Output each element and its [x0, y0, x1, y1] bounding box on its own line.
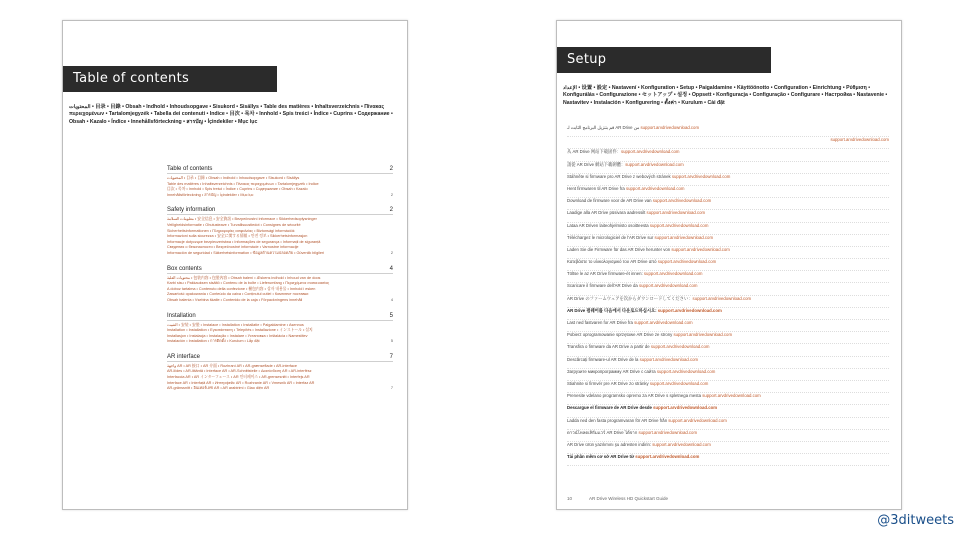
- toc-entry-text: AR-gränssnitt • อินเทอร์เฟซ AR • AR arabirimi • Giao diện AR: [167, 386, 270, 391]
- section-banner: [63, 66, 277, 92]
- support-link[interactable]: support.arvdrivedownload.com: [634, 320, 693, 325]
- support-link[interactable]: support.arvdrivedownload.com: [652, 198, 712, 204]
- page-footer: [567, 496, 668, 501]
- toc-section: [167, 313, 393, 345]
- toc-entry-text: Interfaccia AR • AR インターフェース • AR 인터페이스 • AR-grensesnitt • Interfejs AR: [167, 375, 310, 380]
- toc-entry-text: A doboz tartalma • Contenuto della confezione • 梱包内容 • 상자 내용물 • Innhold i esken: [167, 286, 316, 291]
- setup-line: [567, 283, 889, 295]
- setup-line: [567, 405, 889, 417]
- setup-line: [567, 418, 889, 430]
- setup-line-text: Download de firmware voor de AR Drive van: [567, 198, 653, 204]
- setup-line: [567, 259, 889, 271]
- setup-line: [567, 271, 889, 283]
- support-link[interactable]: support.arvdrivedownload.com: [654, 234, 714, 240]
- setup-line: [567, 198, 889, 210]
- setup-line-text: Lataa AR Driven laiteohjelmisto osoitteesta: [567, 222, 650, 228]
- setup-line: [567, 174, 889, 186]
- toc-heading: [167, 166, 393, 174]
- setup-line-text: 請從 AR Drive 網站下載韌體：: [567, 161, 626, 167]
- toc-entry-text: المحتويات • 目录 • 目錄 • Obsah • Indhold • Inhoudsopgave • Sisukord • Sisällys: [167, 176, 300, 180]
- support-link[interactable]: support.arvdrivedownload.com: [657, 307, 722, 313]
- toc-entry-text: واجهة AR • AR 接口 • AR 介面 • Rozhraní AR • AR-grænseflade • AR-interface: [167, 363, 298, 368]
- support-link[interactable]: support.arvdrivedownload.com: [668, 417, 727, 423]
- toc-heading-page: 4: [389, 265, 393, 272]
- toc-entry-text: Installation • Installation • Εγκατάσταση • Telepítés • Installazione • インストール • 설치: [167, 328, 313, 333]
- setup-line-text: Prenesite vdelano programsko opremo za AR Drive s spletnega mesta: [567, 393, 703, 399]
- toc-entry-text: Karbi sisu • Pakkauksen sisältö • Contenu de la boîte • Lieferumfang • Περιεχόμενα συσκευασίας: [167, 281, 330, 286]
- support-link[interactable]: support.arvdrivedownload.com: [656, 368, 716, 374]
- toc-section: [167, 266, 393, 304]
- support-link[interactable]: support.arvdrivedownload.com: [671, 173, 731, 179]
- setup-line-text: Descărcați firmware-ul AR Drive de la: [567, 356, 640, 362]
- support-link[interactable]: support.arvdrivedownload.com: [643, 271, 703, 277]
- toc-heading-title: Table of contents: [167, 166, 213, 172]
- toc-section: [167, 354, 393, 392]
- toc-entry-text: Table des matières • Inhaltsverzeichnis • Πίνακας περιεχομένων • Tartalomjegyzék • Indice: [167, 181, 319, 186]
- toc-heading-title: AR interface: [167, 353, 201, 360]
- banner-title: Table of contents: [73, 71, 190, 86]
- setup-line-text: ดาวน์โหลดเฟิร์มแวร์ AR Drive ได้จาก: [567, 429, 639, 435]
- intro-text: الإعداد • 设置 • 設定 • Nastavení • Konfiguration • Setup • Paigaldamine • Käyttöönotto • Configuration • Einrichtung • Ρύθμιση • Konfigurálás • Configurazione • セットアップ • 설정 • Oppsett • Konfiguracja • Configuração • Configurare • Настройка • Nastavenie • Nastavitev • Instalación • Konfigurering • ตั้งค่า • Kurulum • Cài đặt: [563, 85, 888, 106]
- toc-entry-page: 2: [390, 250, 393, 255]
- toc-entry-text: Interface AR • Interfață AR • Интерфейс AR • Rozhranie AR • Vmesnik AR • Interfaz AR: [167, 380, 315, 385]
- support-link[interactable]: support.arvdrivedownload.com: [653, 405, 718, 411]
- toc-entry-page: 5: [390, 339, 393, 344]
- toc-heading-page: 2: [389, 207, 393, 214]
- support-link[interactable]: support.arvdrivedownload.com: [638, 283, 698, 289]
- support-link[interactable]: support.arvdrivedownload.com: [635, 454, 700, 460]
- setup-line-text: Tải phần mềm cơ sở AR Drive từ: [567, 454, 636, 460]
- support-link[interactable]: support.arvdrivedownload.com: [638, 429, 698, 435]
- support-link[interactable]: support.arvdrivedownload.com: [692, 295, 752, 301]
- setup-line-text: AR Drive 펌웨어를 다음에서 다운로드하십시오:: [567, 307, 658, 313]
- toc-entry-text: Installasjon • Instalacja • Instalação • Instalare • Установка • Inštalácia • Namestitev: [167, 333, 308, 338]
- toc-entry: [167, 251, 393, 257]
- toc-heading: [167, 266, 393, 274]
- toc-heading-title: Installation: [167, 312, 196, 319]
- setup-line-text: Pobierz oprogramowanie sprzętowe AR Drive ze strony: [567, 332, 674, 338]
- toc-heading-title: Safety information: [167, 207, 216, 214]
- toc-entry: [167, 193, 393, 199]
- table-of-contents: [167, 166, 393, 401]
- support-link[interactable]: support.arvdrivedownload.com: [673, 332, 733, 338]
- setup-line: [567, 308, 889, 320]
- support-link[interactable]: support.arvdrivedownload.com: [652, 441, 711, 447]
- document-page-right: [556, 20, 902, 510]
- setup-line-text: 从 AR Drive 网站下载固件：: [567, 149, 621, 155]
- setup-line: [567, 137, 889, 149]
- setup-line: [567, 369, 889, 381]
- setup-line-text: Téléchargez le micrologiciel de l'AR Drive sur: [567, 234, 655, 240]
- setup-line: [567, 454, 889, 466]
- setup-line: [567, 332, 889, 344]
- support-link[interactable]: support.arvdrivedownload.com: [650, 344, 710, 350]
- toc-entry-page: 4: [390, 297, 393, 302]
- toc-entry-text: Veiligheidsinformatie • Ohutusteave • Turvallisuustiedot • Consignes de sécurité: [167, 222, 301, 227]
- toc-entry-text: Сведения о безопасности • Bezpečnostné informácie • Varnostne informacije: [167, 245, 299, 250]
- setup-line: [567, 296, 889, 308]
- setup-line-text: Descargue el firmware de AR Drive desde: [567, 405, 654, 411]
- toc-entry-text: Obsah balenia • Vsebina škatle • Contenido de la caja • Förpackningens innehåll: [167, 297, 303, 302]
- support-link[interactable]: support.arvdrivedownload.com: [657, 259, 717, 265]
- toc-entry-text: معلومات السلامة • 安全信息 • 安全資訊 • Bezpečnostní informace • Sikkerhedsoplysninger: [167, 217, 317, 222]
- setup-line: [567, 381, 889, 393]
- setup-line-text: Κατεβάστε το υλικολογισμικό του AR Drive από: [567, 259, 658, 265]
- toc-heading-page: 5: [389, 312, 393, 319]
- toc-entry-text: Información de seguridad • Säkerhetsinformation • ข้อมูลด้านความปลอดภัย • Güvenlik bilgileri: [167, 250, 325, 255]
- toc-section: [167, 207, 393, 256]
- twitter-handle: @3ditweets: [877, 513, 954, 528]
- toc-entry-text: Informacje dotyczące bezpieczeństwa • Informações de segurança • Informații de siguranță: [167, 239, 321, 244]
- setup-line: [567, 247, 889, 259]
- support-link[interactable]: support.arvdrivedownload.com: [625, 185, 685, 191]
- toc-entry-text: Informazioni sulla sicurezza • 安全に関する情報 • 안전 정보 • Sikkerhetsinformasjon: [167, 234, 308, 239]
- setup-line: [567, 344, 889, 356]
- setup-line: [567, 210, 889, 222]
- toc-entry-text: Sicherheitsinformationen • Πληροφορίες ασφαλείας • Biztonsági információk: [167, 228, 295, 233]
- support-link[interactable]: support.arvdrivedownload.com: [830, 137, 889, 143]
- toc-heading-title: Box contents: [167, 265, 202, 272]
- support-link[interactable]: support.arvdrivedownload.com: [640, 125, 700, 130]
- setup-line-text: قم بتنزيل البرنامج الثابت لـ AR Drive من: [567, 125, 641, 130]
- setup-line: [567, 235, 889, 247]
- support-link[interactable]: support.arvdrivedownload.com: [646, 210, 706, 216]
- support-link[interactable]: support.arvdrivedownload.com: [649, 222, 709, 228]
- setup-line-text: AR Drive のファームウェアを次からダウンロードしてください：: [567, 295, 693, 301]
- footer-title: AR Drive Wireless HD Quickstart Guide: [589, 496, 669, 501]
- setup-instructions: [567, 125, 889, 466]
- setup-line-text: Töltse le az AR Drive firmware-ét innen:: [567, 271, 644, 277]
- support-link[interactable]: support.arvdrivedownload.com: [625, 161, 684, 167]
- toc-heading: [167, 354, 393, 362]
- setup-line-text: Laadige alla AR Drive püsivara aadressilt: [567, 210, 647, 216]
- setup-line: [567, 223, 889, 235]
- toc-entry-page: 2: [390, 192, 393, 197]
- toc-entry: [167, 298, 393, 304]
- toc-entry-text: Zawartość opakowania • Conteúdo da caixa • Conținutul cutiei • Комплект поставки: [167, 292, 309, 297]
- setup-line-text: Scaricare il firmware dell'AR Drive da: [567, 283, 639, 289]
- toc-heading: [167, 313, 393, 321]
- setup-line-text: Ladda ned den fasta programvaran för AR Drive från: [567, 417, 669, 423]
- section-banner: [557, 47, 771, 73]
- toc-entry-text: 目次 • 목차 • Innhold • Spis treści • Índice • Cuprins • Содержание • Obsah • Kazalo: [167, 187, 308, 192]
- intro-text: المحتويات • 目录 • 目錄 • Obsah • Indhold • Inhoudsopgave • Sisukord • Sisällys • Table des matières • Inhaltsverzeichnis • Πίνακας περιεχομένων • Tartalomjegyzék • Tabella dei contenuti • Indice • 目次 • 목차 • Innhold • Spis treści • Índice • Cuprins • Содержание • Obsah • Kazalo • Índice • Innehållsförteckning • สารบัญ • İçindekiler • Mục lục: [69, 104, 393, 125]
- toc-heading-page: 7: [389, 353, 393, 360]
- toc-entry-text: Instalación • Installation • การติดตั้ง • Kurulum • Lắp đặt: [167, 339, 260, 344]
- footer-page-number: 10: [567, 496, 573, 501]
- setup-line-text: Last ned fastvaren for AR Drive fra: [567, 320, 635, 325]
- toc-entry-page: 7: [390, 386, 393, 391]
- setup-line: [567, 162, 889, 174]
- setup-line: [567, 149, 889, 161]
- toc-section: [167, 166, 393, 198]
- toc-entry-text: Innehållsförteckning • สารบัญ • İçindekiler • Mục lục: [167, 192, 254, 197]
- setup-line: [567, 442, 889, 454]
- setup-line-text: Transfira o firmware da AR Drive a partir de: [567, 344, 651, 350]
- setup-line-text: Stiahnite si firmvér pre AR Drive zo stránky: [567, 380, 650, 386]
- toc-entry: [167, 386, 393, 392]
- setup-line: [567, 186, 889, 198]
- toc-entry-text: محتويات العلبة • 包装内容 • 包裝內容 • Obsah balení • Æskens indhold • Inhoud van de doos: [167, 275, 321, 280]
- setup-line: [567, 125, 889, 137]
- toc-entry: [167, 339, 393, 345]
- document-page-left: [62, 20, 408, 510]
- support-link[interactable]: support.arvdrivedownload.com: [702, 393, 761, 399]
- toc-entry-text: AR-liides • AR-liitäntä • Interface AR • AR-Schnittstelle • Διασύνδεση AR • AR-interfész: [167, 369, 312, 374]
- setup-line: [567, 320, 889, 332]
- support-link[interactable]: support.arvdrivedownload.com: [639, 356, 699, 362]
- toc-heading: [167, 207, 393, 215]
- setup-line-text: Hent firmwaren til AR Drive fra: [567, 185, 626, 191]
- toc-heading-page: 2: [389, 166, 393, 172]
- setup-line: [567, 393, 889, 405]
- setup-line-text: Stáhněte si firmware pro AR Drive z webových stránek: [567, 173, 672, 179]
- support-link[interactable]: support.arvdrivedownload.com: [649, 380, 709, 386]
- toc-entry-text: التثبيت • 安装 • 安裝 • Instalace • Installation • Installatie • Paigaldamine • Asennus: [167, 322, 304, 327]
- setup-line-text: AR Drive ürün yazılımını şu adresten indirin:: [567, 441, 653, 447]
- setup-line-text: Laden Sie die Firmware für das AR Drive herunter von: [567, 246, 672, 252]
- setup-line: [567, 357, 889, 369]
- support-link[interactable]: support.arvdrivedownload.com: [620, 149, 680, 155]
- setup-line: [567, 430, 889, 442]
- banner-title: Setup: [567, 52, 607, 67]
- setup-line-text: Загрузите микропрограмму AR Drive с сайта: [567, 368, 657, 374]
- support-link[interactable]: support.arvdrivedownload.com: [671, 246, 730, 252]
